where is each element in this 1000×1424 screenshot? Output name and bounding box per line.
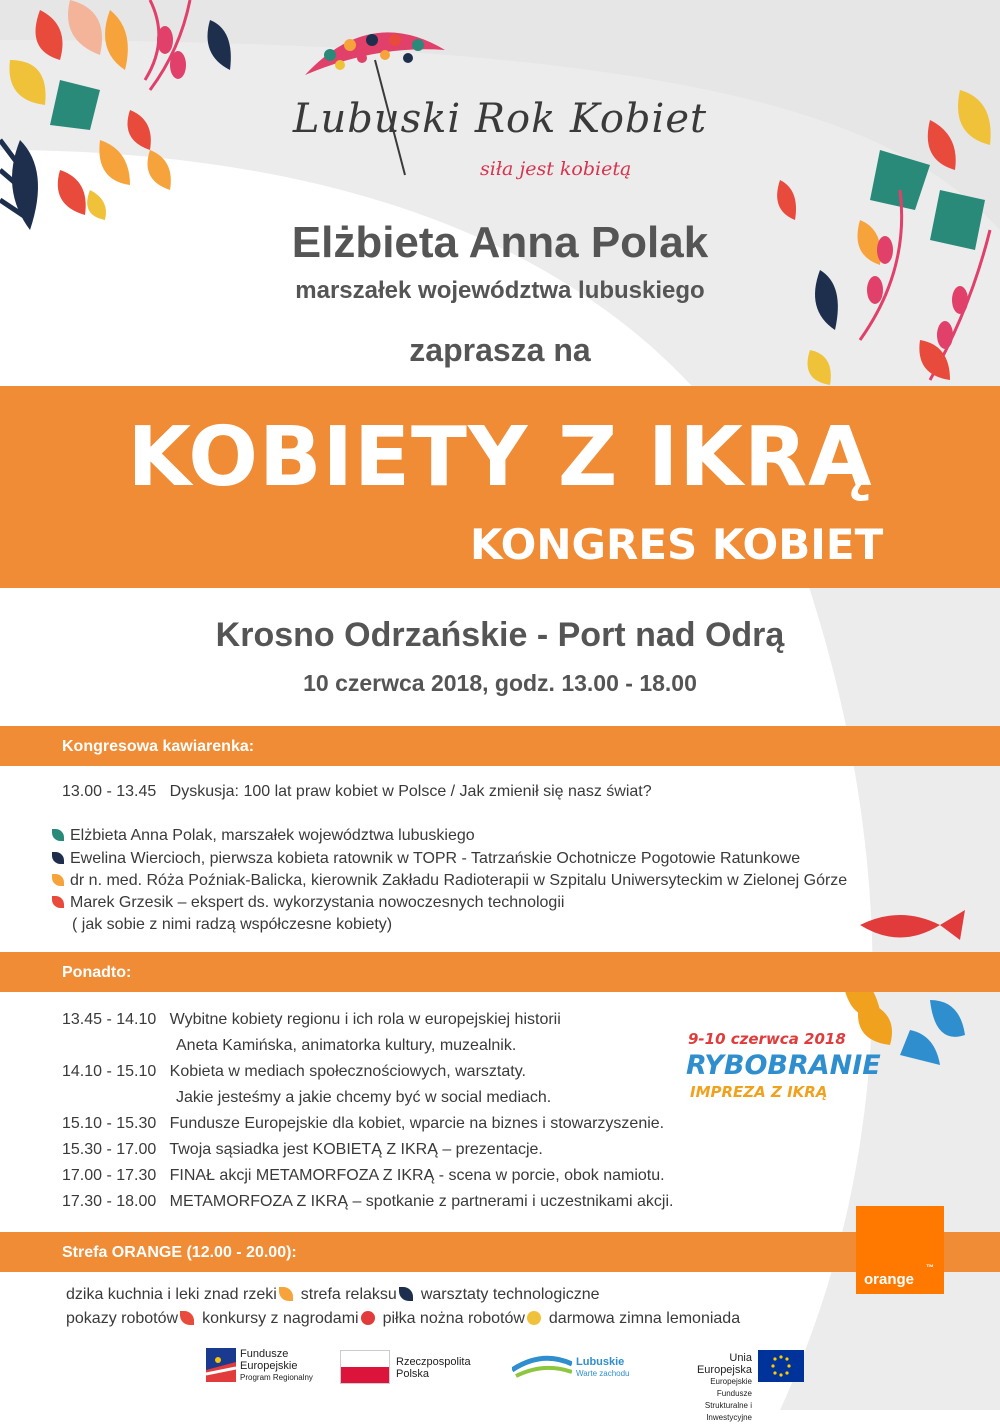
cafe-session bbox=[62, 783, 652, 801]
orange-zone-row: dzika kuchnia i leki znad rzeki strefa relaksu warsztaty technologiczne bbox=[66, 1286, 600, 1303]
event-date: 10 czerwca 2018, godz. 13.00 - 18.00 bbox=[303, 670, 697, 696]
cafe-session-title: Dyskusja: 100 lat praw kobiet w Polsce / Jak zmienił się nasz świat? bbox=[169, 783, 652, 800]
fe-logo-icon bbox=[206, 1348, 236, 1382]
rp-text: Rzeczpospolita Polska bbox=[396, 1356, 471, 1380]
program-item: 17.00 - 17.30 FINAŁ akcji METAMORFOZA Z IKRĄ - scena w porcie, obok namiotu. bbox=[62, 1167, 665, 1184]
orange-zone-label: Strefa ORANGE (12.00 - 20.00): bbox=[62, 1244, 297, 1261]
leaf-icon bbox=[52, 896, 64, 908]
poland-flag-icon bbox=[340, 1350, 390, 1384]
lubuskie-text: Lubuskie Warte zachodu bbox=[576, 1356, 630, 1378]
host-name: Elżbieta Anna Polak bbox=[291, 218, 709, 267]
speaker-item: Elżbieta Anna Polak, marszałek województwa lubuskiego bbox=[52, 827, 475, 845]
orange-zone-row: pokazy robotów konkursy z nagrodami piłka nożna robotów darmowa zimna lemoniada bbox=[66, 1310, 741, 1327]
invite-text: zaprasza na bbox=[409, 332, 591, 368]
eu-flag-icon bbox=[758, 1350, 804, 1382]
orange-logo bbox=[856, 1206, 944, 1294]
program-item: 15.30 - 17.00 Twoja sąsiadka jest KOBIETĄ Z IKRĄ – prezentacje. bbox=[62, 1141, 543, 1158]
brand-title: Lubuski Rok Kobiet bbox=[292, 96, 708, 142]
fe-text: Fundusze Europejskie Program Regionalny bbox=[240, 1348, 313, 1382]
speaker-item: Marek Grzesik – ekspert ds. wykorzystania nowoczesnych technologii bbox=[52, 894, 564, 912]
event-subtitle: KONGRES KOBIET bbox=[470, 520, 884, 569]
program-item-extra: Aneta Kamińska, animatorka kultury, muzealnik. bbox=[176, 1037, 517, 1054]
brand-subtitle: siła jest kobietą bbox=[480, 158, 632, 180]
leaf-icon bbox=[180, 1311, 194, 1325]
speaker-item: Ewelina Wiercioch, pierwsza kobieta ratownik w TOPR - Tatrzańskie Ochotnicze Pogotowie Ratunkowe bbox=[52, 850, 800, 868]
leaf-icon bbox=[399, 1287, 413, 1301]
program-item: 15.10 - 15.30 Fundusze Europejskie dla kobiet, wparcie na biznes i stowarzyszenie. bbox=[62, 1115, 665, 1132]
leaf-icon bbox=[52, 829, 64, 841]
program-item: 13.45 - 14.10 Wybitne kobiety regionu i ich rola w europejskiej historii bbox=[62, 1011, 561, 1028]
program-item: 14.10 - 15.10 Kobieta w mediach społecznościowych, warsztaty. bbox=[62, 1063, 526, 1080]
rybobranie-title: RYBOBRANIE bbox=[686, 1050, 881, 1081]
leaf-icon bbox=[527, 1311, 541, 1325]
leaf-icon bbox=[52, 852, 64, 864]
cafe-section-label: Kongresowa kawiarenka: bbox=[62, 738, 255, 755]
rybobranie-subtitle: IMPREZA Z IKRĄ bbox=[690, 1083, 828, 1101]
event-title: KOBIETY Z IKRĄ bbox=[127, 410, 873, 505]
speaker-item: dr n. med. Róża Poźniak-Balicka, kierownik Zakładu Radioterapii w Szpitalu Uniwersyteckim w Zielonej Górze bbox=[52, 872, 847, 890]
speaker-note: ( jak sobie z nimi radzą współczesne kobiety) bbox=[72, 916, 393, 933]
cafe-session-time: 13.00 - 13.45 bbox=[62, 783, 157, 800]
leaf-icon bbox=[361, 1311, 375, 1325]
ue-text: Unia Europejska Europejskie Fundusze Strukturalne i Inwestycyjne bbox=[696, 1352, 752, 1422]
program-item: 17.30 - 18.00 METAMORFOZA Z IKRĄ – spotkanie z partnerami i uczestnikami akcji. bbox=[62, 1193, 674, 1210]
more-section-band bbox=[0, 952, 1000, 992]
program-item-extra: Jakie jesteśmy a jakie chcemy być w social mediach. bbox=[176, 1089, 552, 1106]
rybobranie-dates: 9-10 czerwca 2018 bbox=[688, 1030, 846, 1048]
host-role: marszałek województwa lubuskiego bbox=[295, 277, 705, 304]
orange-logo-text: orange bbox=[864, 1271, 915, 1288]
orange-logo-tm: ™ bbox=[926, 1263, 934, 1272]
leaf-icon bbox=[52, 874, 64, 886]
leaf-icon bbox=[279, 1287, 293, 1301]
lubuskie-logo-icon bbox=[512, 1352, 572, 1378]
event-venue: Krosno Odrzańskie - Port nad Odrą bbox=[215, 616, 785, 654]
more-section-label: Ponadto: bbox=[62, 964, 132, 981]
